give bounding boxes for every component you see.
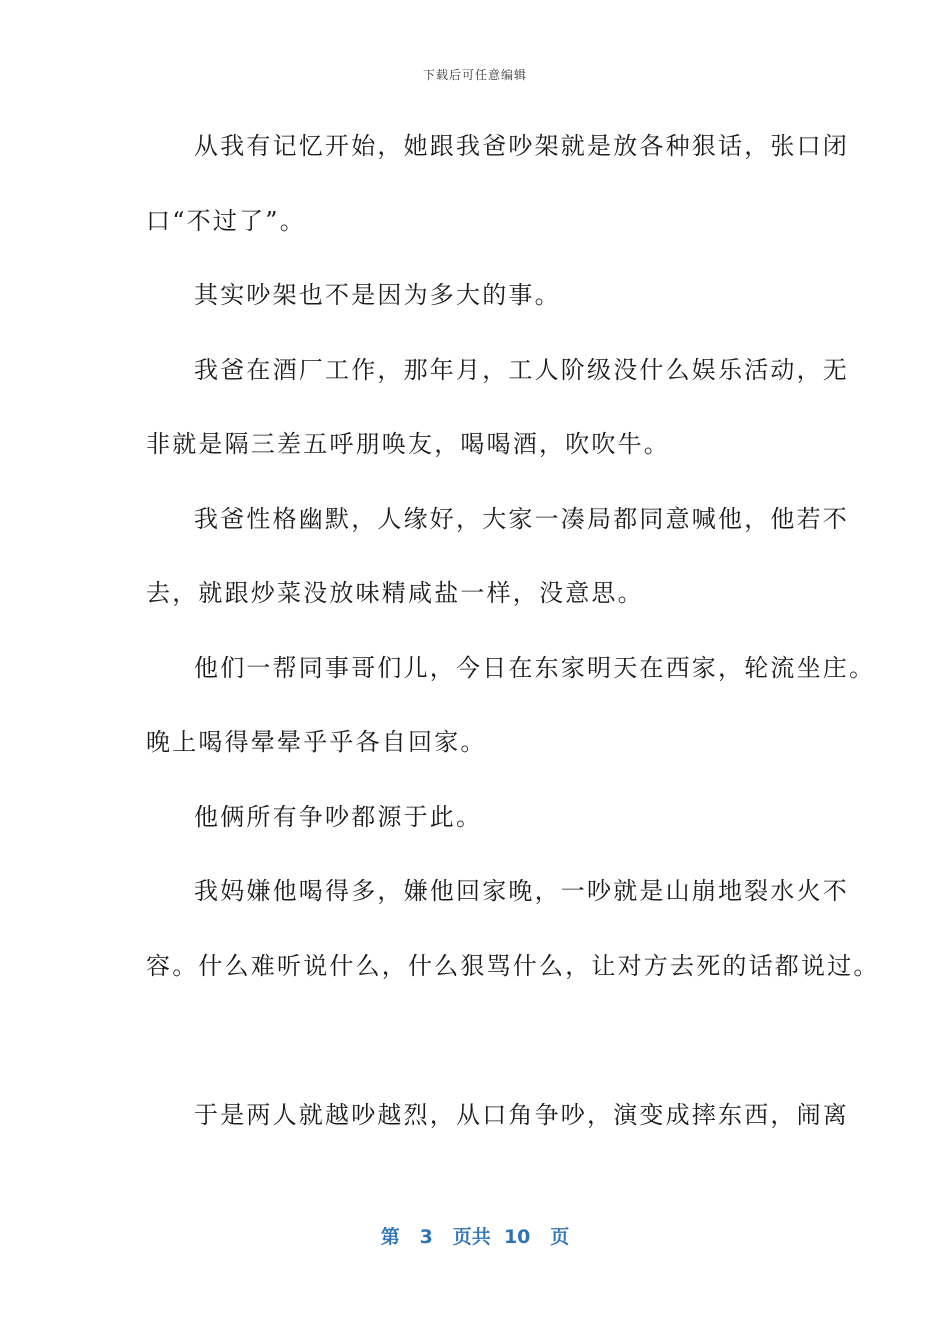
paragraph-line: 于是两人就越吵越烈，从口角争吵，演变成摔东西，闹离 — [194, 1100, 849, 1129]
footer-prefix: 第 — [380, 1226, 400, 1248]
document-body — [146, 124, 880, 1167]
paragraph-line: 我爸性格幽默，人缘好，大家一凑局都同意喊他，他若不 — [194, 504, 849, 533]
paragraph-line: 其实吵架也不是因为多大的事。 — [194, 281, 561, 309]
footer-total-pages: 10 — [503, 1226, 531, 1248]
footer-current-page: 3 — [419, 1226, 433, 1248]
footer-suffix: 页 — [550, 1226, 570, 1248]
paragraph-line: 口“不过了”。 — [146, 206, 306, 235]
paragraph-line: 他们一帮同事哥们儿，今日在东家明天在西家，轮流坐庄。 — [194, 653, 876, 682]
paragraph-line: 从我有记忆开始，她跟我爸吵架就是放各种狠话，张口闭 — [194, 132, 849, 160]
paragraph-line: 去，就跟炒菜没放味精咸盐一样，没意思。 — [146, 579, 644, 607]
paragraph-line: 他俩所有争吵都源于此。 — [194, 802, 483, 831]
blank-line — [146, 1018, 810, 1093]
page-number-footer — [0, 1222, 950, 1249]
paragraph-line: 我妈嫌他喝得多，嫌他回家晚，一吵就是山崩地裂水火不 — [194, 877, 849, 905]
paragraph-line: 晚上喝得晕晕乎乎各自回家。 — [146, 728, 487, 756]
paragraph-line: 我爸在酒厂工作，那年月，工人阶级没什么娱乐活动，无 — [194, 355, 849, 384]
paragraph-line: 非就是隔三差五呼朋唤友，喝喝酒，吹吹牛。 — [146, 430, 670, 458]
header-note: 下载后可任意编辑 — [422, 68, 527, 82]
footer-middle: 页共 — [452, 1226, 491, 1248]
paragraph-line: 容。什么难听说什么，什么狠骂什么，让对方去死的话都说过。 — [146, 951, 880, 980]
